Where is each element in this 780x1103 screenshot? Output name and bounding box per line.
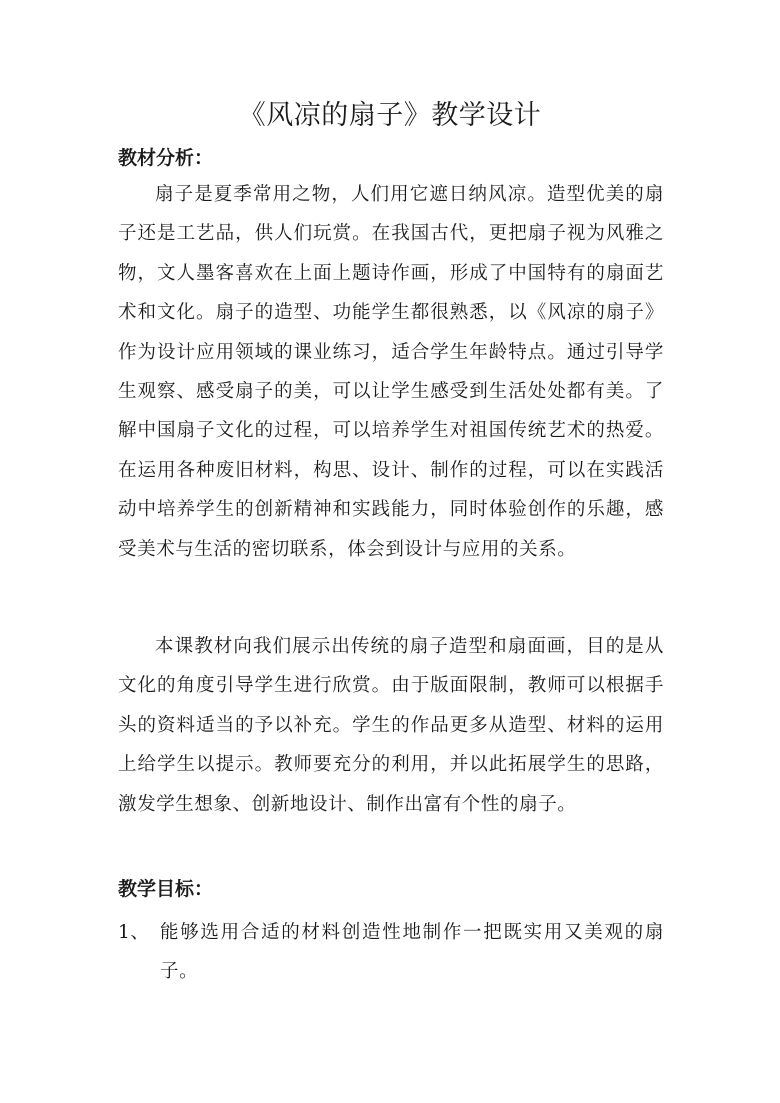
document-title: 《风凉的扇子》教学设计	[238, 100, 542, 131]
paragraph-material-analysis-2: 本课教材向我们展示出传统的扇子造型和扇面画，目的是从文化的角度引导学生进行欣赏。由于版面限制，教师可以根据手头的资料适当的予以补充。学生的作品更多从造型、材料的运用上给学生以提示。教师要充分的利用，并以此拓展学生的思路，激发学生想象、创新地设计、制作出富有个性的扇子。	[118, 636, 664, 815]
list-item-number: 1、	[118, 922, 150, 943]
list-item-text: 能够选用合适的材料创造性地制作一把既实用又美观的扇子。	[160, 922, 664, 983]
section-heading-teaching-goals: 教学目标：	[118, 878, 214, 900]
section-heading-material-analysis: 教材分析：	[118, 147, 214, 169]
paragraph-material-analysis-1: 扇子是夏季常用之物，人们用它遮日纳风凉。造型优美的扇子还是工艺品，供人们玩赏。在我国古代，更把扇子视为风雅之物，文人墨客喜欢在上面上题诗作画，形成了中国特有的扇面艺术和文化。扇子的造型、功能学生都很熟悉，以《风凉的扇子》作为设计应用领域的课业练习，适合学生年龄特点。通过引导学生观察、感受扇子的美，可以让学生感受到生活处处都有美。了解中国扇子文化的过程，可以培养学生对祖国传统艺术的热爱。在运用各种废旧材料，构思、设计、制作的过程，可以在实践活动中培养学生的创新精神和实践能力，同时体验创作的乐趣，感受美术与生活的密切联系，体会到设计与应用的关系。	[118, 184, 664, 560]
teaching-goals-list	[118, 913, 664, 992]
list-item	[118, 913, 664, 992]
